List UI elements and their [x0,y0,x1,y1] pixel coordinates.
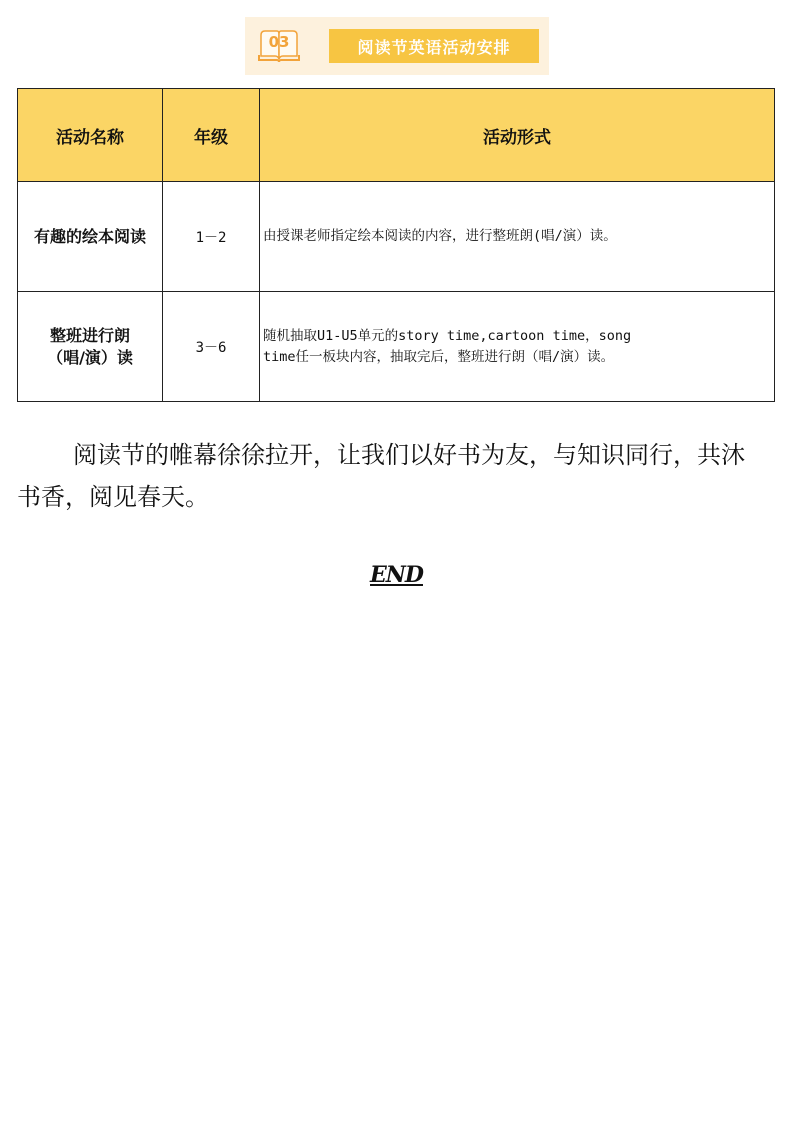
table-row [18,292,775,402]
header-activity-form: 活动形式 [260,89,775,182]
header-grade: 年级 [163,89,260,182]
activity-name: 有趣的绘本阅读 [18,182,163,292]
activity-table [17,88,775,402]
activity-name-line: （唱/演）读 [47,347,133,367]
header-activity-name: 活动名称 [18,89,163,182]
activity-form-line: 随机抽取U1-U5单元的story time,cartoon time，song [263,327,632,344]
activity-name-line: 整班进行朗 [49,325,130,345]
table-header-row [18,89,775,182]
activity-name [18,292,163,402]
activity-form: 由授课老师指定绘本阅读的内容，进行整班朗(唱/演）读。 [260,182,775,292]
section-banner [245,17,549,75]
section-title: 阅读节英语活动安排 [329,29,539,63]
activity-grade: 1－2 [163,182,260,292]
activity-form [260,292,775,402]
closing-paragraph: 阅读节的帷幕徐徐拉开，让我们以好书为友，与知识同行，共沐书香，阅见春天。 [17,441,745,511]
section-number: 03 [268,33,290,51]
table-row [18,182,775,292]
open-book-icon [257,25,301,65]
activity-form-line: time任一板块内容，抽取完后，整班进行朗（唱/演）读。 [263,348,615,365]
end-mark: END [370,562,423,588]
activity-grade: 3－6 [163,292,260,402]
